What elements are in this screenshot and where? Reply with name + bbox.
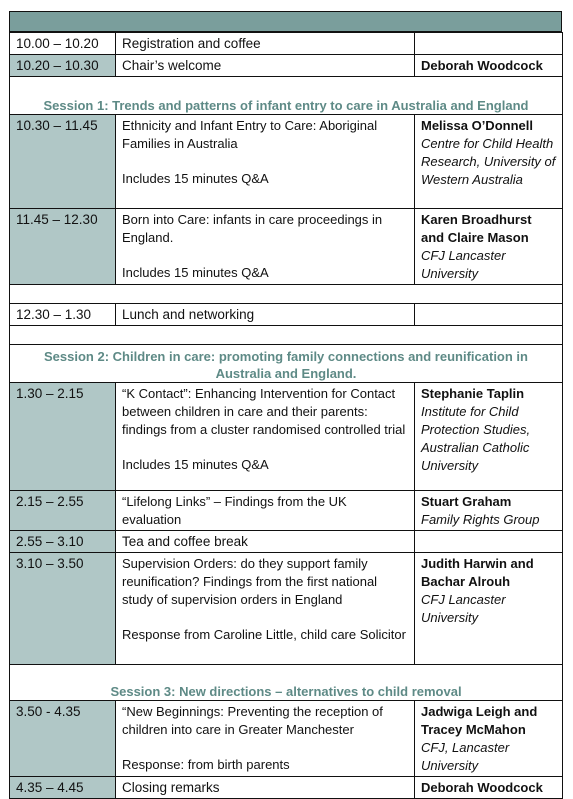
- speaker-cell: [415, 304, 563, 326]
- session-heading-row: [10, 77, 563, 115]
- session-3-heading: Session 3: New directions – alternatives to child removal: [10, 665, 563, 701]
- session-1-heading: Session 1: Trends and patterns of infant entry to care in Australia and England: [10, 77, 563, 115]
- speaker-affiliation: Family Rights Group: [421, 512, 540, 527]
- table-row: [10, 553, 563, 665]
- talk-title: Born into Care: infants in care proceedings in England.: [122, 212, 383, 245]
- title-cell: [116, 701, 415, 777]
- talk-note: Response from Caroline Little, child care Solicitor: [122, 627, 406, 642]
- speaker-cell: [415, 553, 563, 665]
- table-row: [10, 531, 563, 553]
- speaker-cell: [415, 209, 563, 285]
- table-row: [10, 304, 563, 326]
- talk-title: “New Beginnings: Preventing the reception of children into care in Greater Manchester: [122, 704, 383, 737]
- title-cell: Lunch and networking: [116, 304, 415, 326]
- session-2-heading: Session 2: Children in care: promoting family connections and reunification in Australia and England.: [10, 345, 563, 383]
- table-row: [10, 209, 563, 285]
- table-row: [10, 33, 563, 55]
- talk-title: Ethnicity and Infant Entry to Care: Aboriginal Families in Australia: [122, 118, 378, 151]
- speaker-name: Karen Broadhurst and Claire Mason: [421, 212, 532, 245]
- time-cell: 10.00 – 10.20: [10, 33, 116, 55]
- talk-note: Includes 15 minutes Q&A: [122, 265, 269, 280]
- speaker-cell: [415, 115, 563, 209]
- header-bar: [9, 11, 562, 32]
- speaker-name: Deborah Woodcock: [421, 58, 543, 73]
- speaker-cell: [415, 383, 563, 491]
- talk-title: Supervision Orders: do they support family reunification? Findings from the first national study of supervision orders in England: [122, 556, 378, 607]
- spacer: [10, 285, 563, 304]
- speaker-affiliation: CFJ Lancaster University: [421, 248, 506, 281]
- speaker-affiliation: Institute for Child Protection Studies, Australian Catholic University: [421, 404, 531, 473]
- title-cell: Chair’s welcome: [116, 55, 415, 77]
- time-cell: 2.15 – 2.55: [10, 491, 116, 531]
- title-cell: Closing remarks: [116, 777, 415, 799]
- table-row: [10, 777, 563, 799]
- title-cell: [116, 383, 415, 491]
- title-cell: Tea and coffee break: [116, 531, 415, 553]
- speaker-name: Jadwiga Leigh and Tracey McMahon: [421, 704, 538, 737]
- table-row: [10, 701, 563, 777]
- programme-table: [9, 32, 563, 799]
- table-row: [10, 383, 563, 491]
- title-cell: [116, 209, 415, 285]
- talk-note: Includes 15 minutes Q&A: [122, 171, 269, 186]
- speaker-cell: [415, 55, 563, 77]
- speaker-cell: [415, 701, 563, 777]
- time-cell: 1.30 – 2.15: [10, 383, 116, 491]
- talk-note: Includes 15 minutes Q&A: [122, 457, 269, 472]
- table-row: [10, 491, 563, 531]
- time-cell: 11.45 – 12.30: [10, 209, 116, 285]
- time-cell: 2.55 – 3.10: [10, 531, 116, 553]
- time-cell: 10.20 – 10.30: [10, 55, 116, 77]
- speaker-name: Stuart Graham: [421, 494, 512, 509]
- title-cell: [116, 491, 415, 531]
- talk-title: “Lifelong Links” – Findings from the UK evaluation: [122, 494, 347, 527]
- time-cell: 4.35 – 4.45: [10, 777, 116, 799]
- speaker-name: Deborah Woodcock: [421, 780, 543, 795]
- talk-title: “K Contact”: Enhancing Intervention for Contact between children in care and their parents: findings from a cluster randomised controlled trial: [122, 386, 406, 437]
- time-cell: 3.10 – 3.50: [10, 553, 116, 665]
- speaker-cell: [415, 491, 563, 531]
- title-cell: [116, 115, 415, 209]
- spacer-row: [10, 326, 563, 345]
- speaker-name: Judith Harwin and Bachar Alrouh: [421, 556, 534, 589]
- speaker-cell: [415, 531, 563, 553]
- time-cell: 3.50 - 4.35: [10, 701, 116, 777]
- speaker-name: Melissa O’Donnell: [421, 118, 533, 133]
- session-heading-row: [10, 345, 563, 383]
- session-heading-row: [10, 665, 563, 701]
- title-cell: Registration and coffee: [116, 33, 415, 55]
- spacer-row: [10, 285, 563, 304]
- programme: [9, 11, 562, 799]
- table-row: [10, 55, 563, 77]
- spacer: [10, 326, 563, 345]
- speaker-cell: [415, 777, 563, 799]
- time-cell: 10.30 – 11.45: [10, 115, 116, 209]
- time-cell: 12.30 – 1.30: [10, 304, 116, 326]
- speaker-cell: [415, 33, 563, 55]
- talk-note: Response: from birth parents: [122, 757, 290, 772]
- speaker-affiliation: CFJ Lancaster University: [421, 592, 506, 625]
- speaker-name: Stephanie Taplin: [421, 386, 525, 401]
- speaker-affiliation: Centre for Child Health Research, University of Western Australia: [421, 136, 556, 187]
- speaker-affiliation: CFJ, Lancaster University: [421, 740, 510, 773]
- title-cell: [116, 553, 415, 665]
- table-row: [10, 115, 563, 209]
